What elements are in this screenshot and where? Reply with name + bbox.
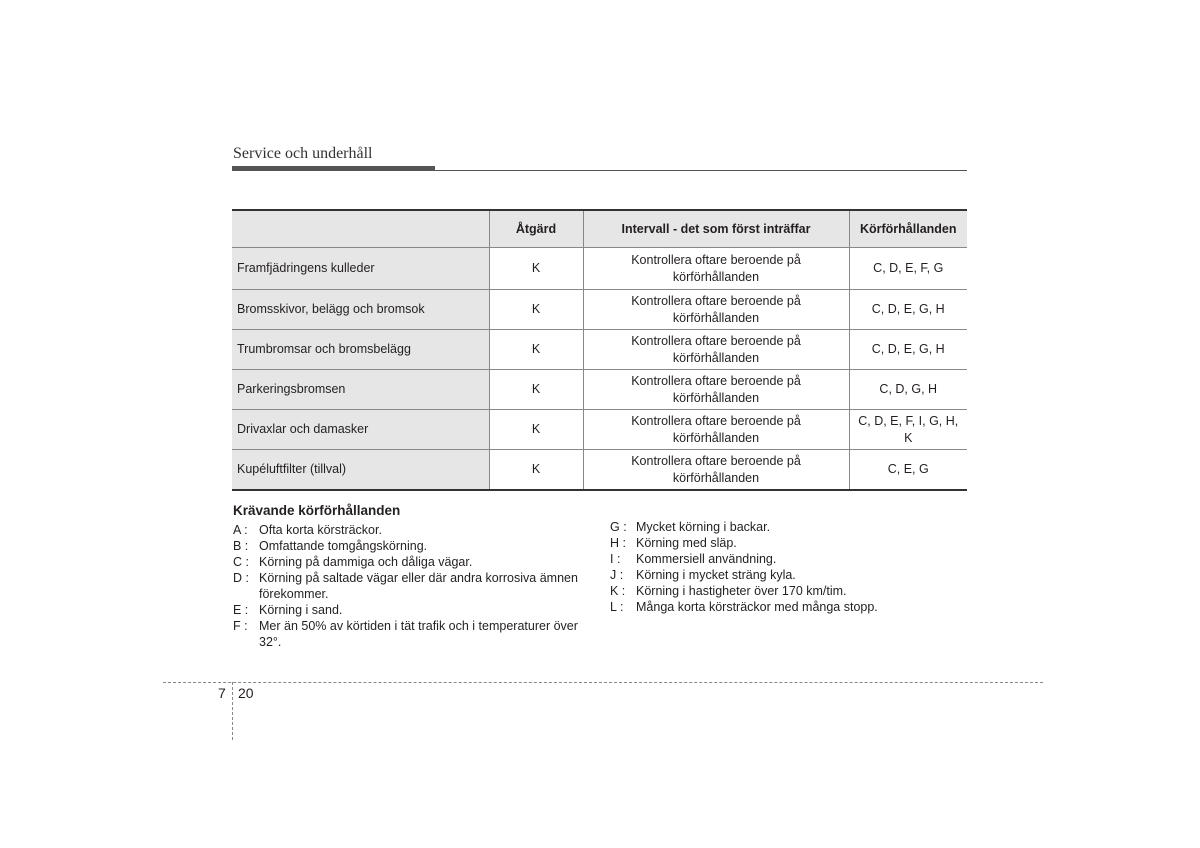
footer-vertical-divider [232, 682, 233, 740]
table-row [232, 290, 967, 330]
row-interval: Kontrollera oftare beroende på körförhållanden [583, 410, 849, 450]
row-conditions: C, D, E, F, I, G, H, K [849, 410, 967, 450]
list-item [610, 599, 970, 615]
legend-text: Mycket körning i backar. [636, 520, 771, 534]
list-item [610, 583, 970, 599]
header-rule-thin [435, 170, 967, 171]
row-item: Trumbromsar och bromsbelägg [232, 330, 489, 370]
row-action: K [489, 450, 583, 491]
legend-key: G : [610, 520, 627, 534]
col-header-action: Åtgärd [489, 210, 583, 248]
legend-key: J : [610, 568, 624, 582]
conditions-legend-left [233, 522, 598, 650]
legend-text: Många korta körsträckor med många stopp. [636, 600, 878, 614]
legend-text: Körning på dammiga och dåliga vägar. [259, 555, 473, 569]
row-interval: Kontrollera oftare beroende på körförhållanden [583, 370, 849, 410]
legend-key: D : [233, 571, 249, 585]
row-conditions: C, D, E, G, H [849, 330, 967, 370]
row-action: K [489, 370, 583, 410]
table-row [232, 330, 967, 370]
row-interval: Kontrollera oftare beroende på körförhållanden [583, 450, 849, 491]
legend-text: Ofta korta körsträckor. [259, 523, 382, 537]
legend-text: Omfattande tomgångskörning. [259, 539, 428, 553]
legend-key: E : [233, 603, 249, 617]
legend-key: C : [233, 555, 249, 569]
row-conditions: C, D, E, F, G [849, 248, 967, 290]
legend-text: Körning i sand. [259, 603, 343, 617]
legend-key: K : [610, 584, 626, 598]
row-action: K [489, 290, 583, 330]
row-conditions: C, D, G, H [849, 370, 967, 410]
list-item [610, 551, 970, 567]
list-item [610, 535, 970, 551]
legend-key: B : [233, 539, 249, 553]
legend-key: A : [233, 523, 248, 537]
footer-divider [163, 682, 1043, 683]
row-interval: Kontrollera oftare beroende på körförhållanden [583, 248, 849, 290]
table-header-row [232, 210, 967, 248]
row-item: Parkeringsbromsen [232, 370, 489, 410]
col-header-interval: Intervall - det som först inträffar [583, 210, 849, 248]
list-item [610, 567, 970, 583]
maintenance-table [232, 209, 967, 491]
list-item [610, 519, 970, 535]
row-item: Bromsskivor, belägg och bromsok [232, 290, 489, 330]
page-number: 20 [238, 685, 254, 701]
legend-key: I : [610, 552, 621, 566]
legend-text: Körning i mycket sträng kyla. [636, 568, 796, 582]
legend-text: Körning i hastigheter över 170 km/tim. [636, 584, 847, 598]
legend-text: Körning på saltade vägar eller där andra korrosiva ämnen förekommer. [259, 571, 578, 601]
row-item: Kupéluftfilter (tillval) [232, 450, 489, 491]
row-interval: Kontrollera oftare beroende på körförhållanden [583, 330, 849, 370]
row-conditions: C, E, G [849, 450, 967, 491]
section-title: Service och underhåll [233, 145, 373, 162]
list-item [233, 602, 598, 618]
table-row [232, 370, 967, 410]
table-row [232, 410, 967, 450]
row-action: K [489, 410, 583, 450]
list-item [233, 522, 598, 538]
legend-text: Körning med släp. [636, 536, 737, 550]
col-header-conditions: Körförhållanden [849, 210, 967, 248]
conditions-heading: Krävande körförhållanden [233, 503, 401, 518]
legend-key: F : [233, 619, 248, 633]
row-interval: Kontrollera oftare beroende på körförhållanden [583, 290, 849, 330]
legend-text: Kommersiell användning. [636, 552, 777, 566]
list-item [233, 570, 598, 602]
col-header-item [232, 210, 489, 248]
row-action: K [489, 248, 583, 290]
row-conditions: C, D, E, G, H [849, 290, 967, 330]
row-item: Framfjädringens kulleder [232, 248, 489, 290]
list-item [233, 554, 598, 570]
legend-text: Mer än 50% av körtiden i tät trafik och i temperaturer över 32°. [259, 619, 578, 649]
row-action: K [489, 330, 583, 370]
conditions-legend-right [610, 519, 970, 615]
table-row [232, 248, 967, 290]
table-row [232, 450, 967, 491]
legend-key: L : [610, 600, 624, 614]
header-rule-thick [232, 166, 435, 171]
list-item [233, 618, 598, 650]
list-item [233, 538, 598, 554]
chapter-number: 7 [218, 685, 226, 701]
legend-key: H : [610, 536, 626, 550]
row-item: Drivaxlar och damasker [232, 410, 489, 450]
